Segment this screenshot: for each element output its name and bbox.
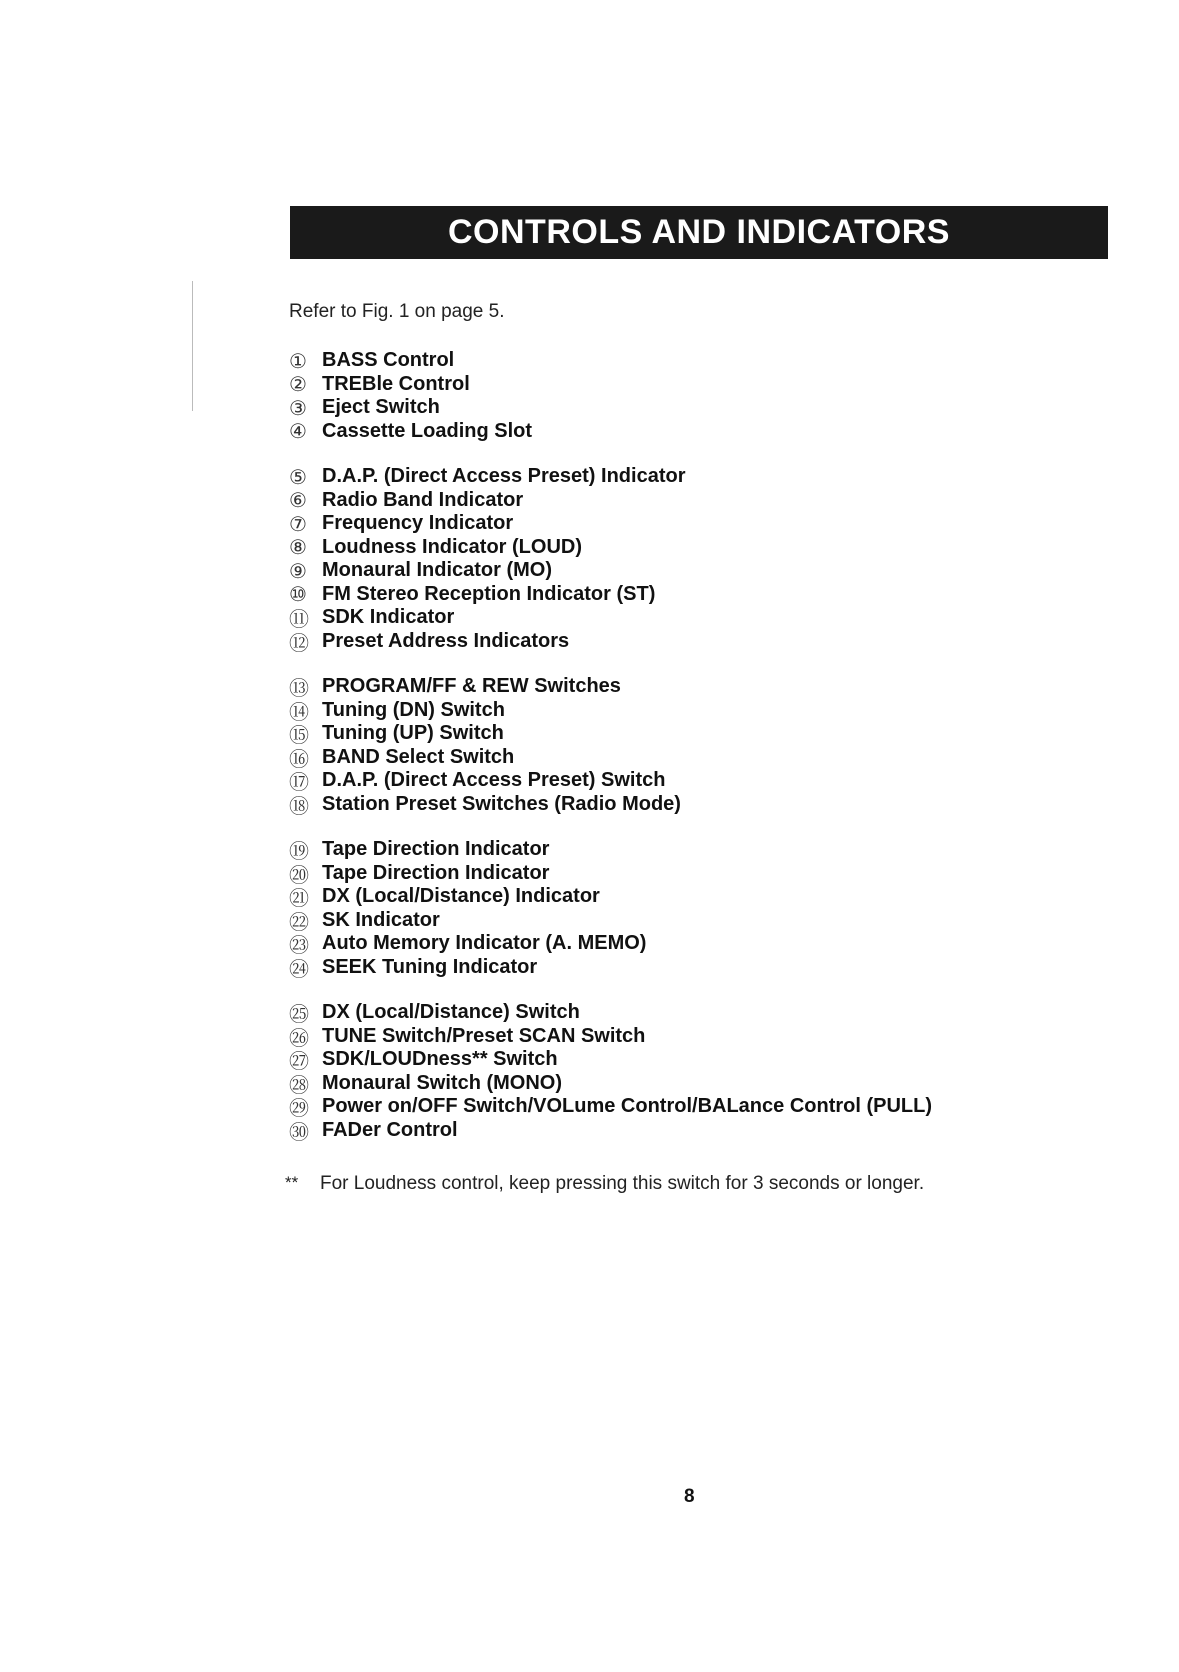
list-item [289,630,1089,654]
item-label: Tape Direction Indicator [322,861,550,884]
list-item [289,465,1089,489]
item-number: ㉔ [289,956,309,981]
binding-line [192,281,193,411]
item-label: Tape Direction Indicator [322,838,550,861]
item-label: TREBle Control [322,372,470,395]
list-item [289,675,1089,699]
item-number: ⑩ [289,582,307,607]
footnote-mark: ** [285,1173,299,1192]
list-item [289,956,1089,980]
item-number: ⑦ [289,511,307,536]
item-number: ④ [289,419,307,444]
item-number: ㉓ [289,933,309,958]
item-number: ⑱ [289,793,309,818]
item-number: ⑳ [289,862,309,887]
list-item [289,909,1089,933]
item-number: ㉙ [289,1096,309,1121]
item-label: Frequency Indicator [322,512,514,535]
item-label: Auto Memory Indicator (A. MEMO) [322,932,647,955]
list-group [289,349,1089,443]
item-label: DX (Local/Distance) Switch [322,1001,580,1024]
item-number: ㉕ [289,1002,309,1027]
item-label: Monaural Switch (MONO) [322,1071,562,1094]
item-label: SDK Indicator [322,606,455,629]
section-header [290,206,1108,259]
item-number: ⑲ [289,839,309,864]
list-item [289,722,1089,746]
item-label: Cassette Loading Slot [322,419,533,442]
list-group [289,465,1089,653]
list-item [289,885,1089,909]
list-item [289,699,1089,723]
list-item [289,606,1089,630]
item-number: ㉗ [289,1049,309,1074]
item-number: ⑯ [289,746,309,771]
footnote [285,1173,924,1195]
item-label: SDK/LOUDness** Switch [322,1048,558,1071]
item-number: ㉒ [289,909,309,934]
item-label: DX (Local/Distance) Indicator [322,885,600,908]
item-number: ㉘ [289,1072,309,1097]
item-label: SK Indicator [322,908,440,931]
item-number: ⑫ [289,630,309,655]
item-number: ③ [289,395,307,420]
item-number: ⑧ [289,535,307,560]
list-item [289,746,1089,770]
intro-text: Refer to Fig. 1 on page 5. [289,301,505,322]
list-item [289,1048,1089,1072]
item-number: ① [289,348,307,373]
item-label: D.A.P. (Direct Access Preset) Indicator [322,465,686,488]
list-item [289,373,1089,397]
item-label: BASS Control [322,349,455,372]
list-item [289,1119,1089,1143]
item-number: ⑰ [289,770,309,795]
item-label: Eject Switch [322,396,440,419]
item-label: Loudness Indicator (LOUD) [322,535,582,558]
list-item [289,536,1089,560]
section-title: CONTROLS AND INDICATORS [448,213,950,251]
list-item [289,1001,1089,1025]
item-number: ② [289,372,307,397]
list-group [289,1001,1089,1142]
list-item [289,838,1089,862]
item-label: FM Stereo Reception Indicator (ST) [322,582,656,605]
item-label: PROGRAM/FF & REW Switches [322,675,621,698]
item-label: SEEK Tuning Indicator [322,955,538,978]
footnote-text: For Loudness control, keep pressing this switch for 3 seconds or longer. [320,1173,925,1194]
item-number: ⑥ [289,488,307,513]
controls-list [289,349,1089,1164]
list-item [289,769,1089,793]
item-label: TUNE Switch/Preset SCAN Switch [322,1024,646,1047]
list-item [289,1025,1089,1049]
item-number: ⑨ [289,558,307,583]
list-item [289,396,1089,420]
item-label: Tuning (UP) Switch [322,722,504,745]
item-number: ⑮ [289,723,309,748]
item-label: FADer Control [322,1118,458,1141]
item-label: Tuning (DN) Switch [322,698,505,721]
list-group [289,838,1089,979]
list-item [289,583,1089,607]
item-label: D.A.P. (Direct Access Preset) Switch [322,769,666,792]
list-item [289,489,1089,513]
item-label: Monaural Indicator (MO) [322,559,552,582]
item-label: Power on/OFF Switch/VOLume Control/BALance Control (PULL) [322,1095,932,1118]
item-label: BAND Select Switch [322,745,515,768]
item-number: ⑬ [289,676,309,701]
page-number: 8 [684,1486,695,1507]
list-item [289,932,1089,956]
item-number: ㉚ [289,1119,309,1144]
list-item [289,420,1089,444]
list-item [289,1072,1089,1096]
item-label: Radio Band Indicator [322,488,524,511]
item-label: Station Preset Switches (Radio Mode) [322,792,681,815]
list-group [289,675,1089,816]
item-number: ⑭ [289,699,309,724]
item-number: ㉖ [289,1025,309,1050]
item-label: Preset Address Indicators [322,629,570,652]
list-item [289,1095,1089,1119]
item-number: ㉑ [289,886,309,911]
item-number: ⑪ [289,607,309,632]
list-item [289,862,1089,886]
item-number: ⑤ [289,464,307,489]
list-item [289,793,1089,817]
list-item [289,559,1089,583]
list-item [289,512,1089,536]
list-item [289,349,1089,373]
